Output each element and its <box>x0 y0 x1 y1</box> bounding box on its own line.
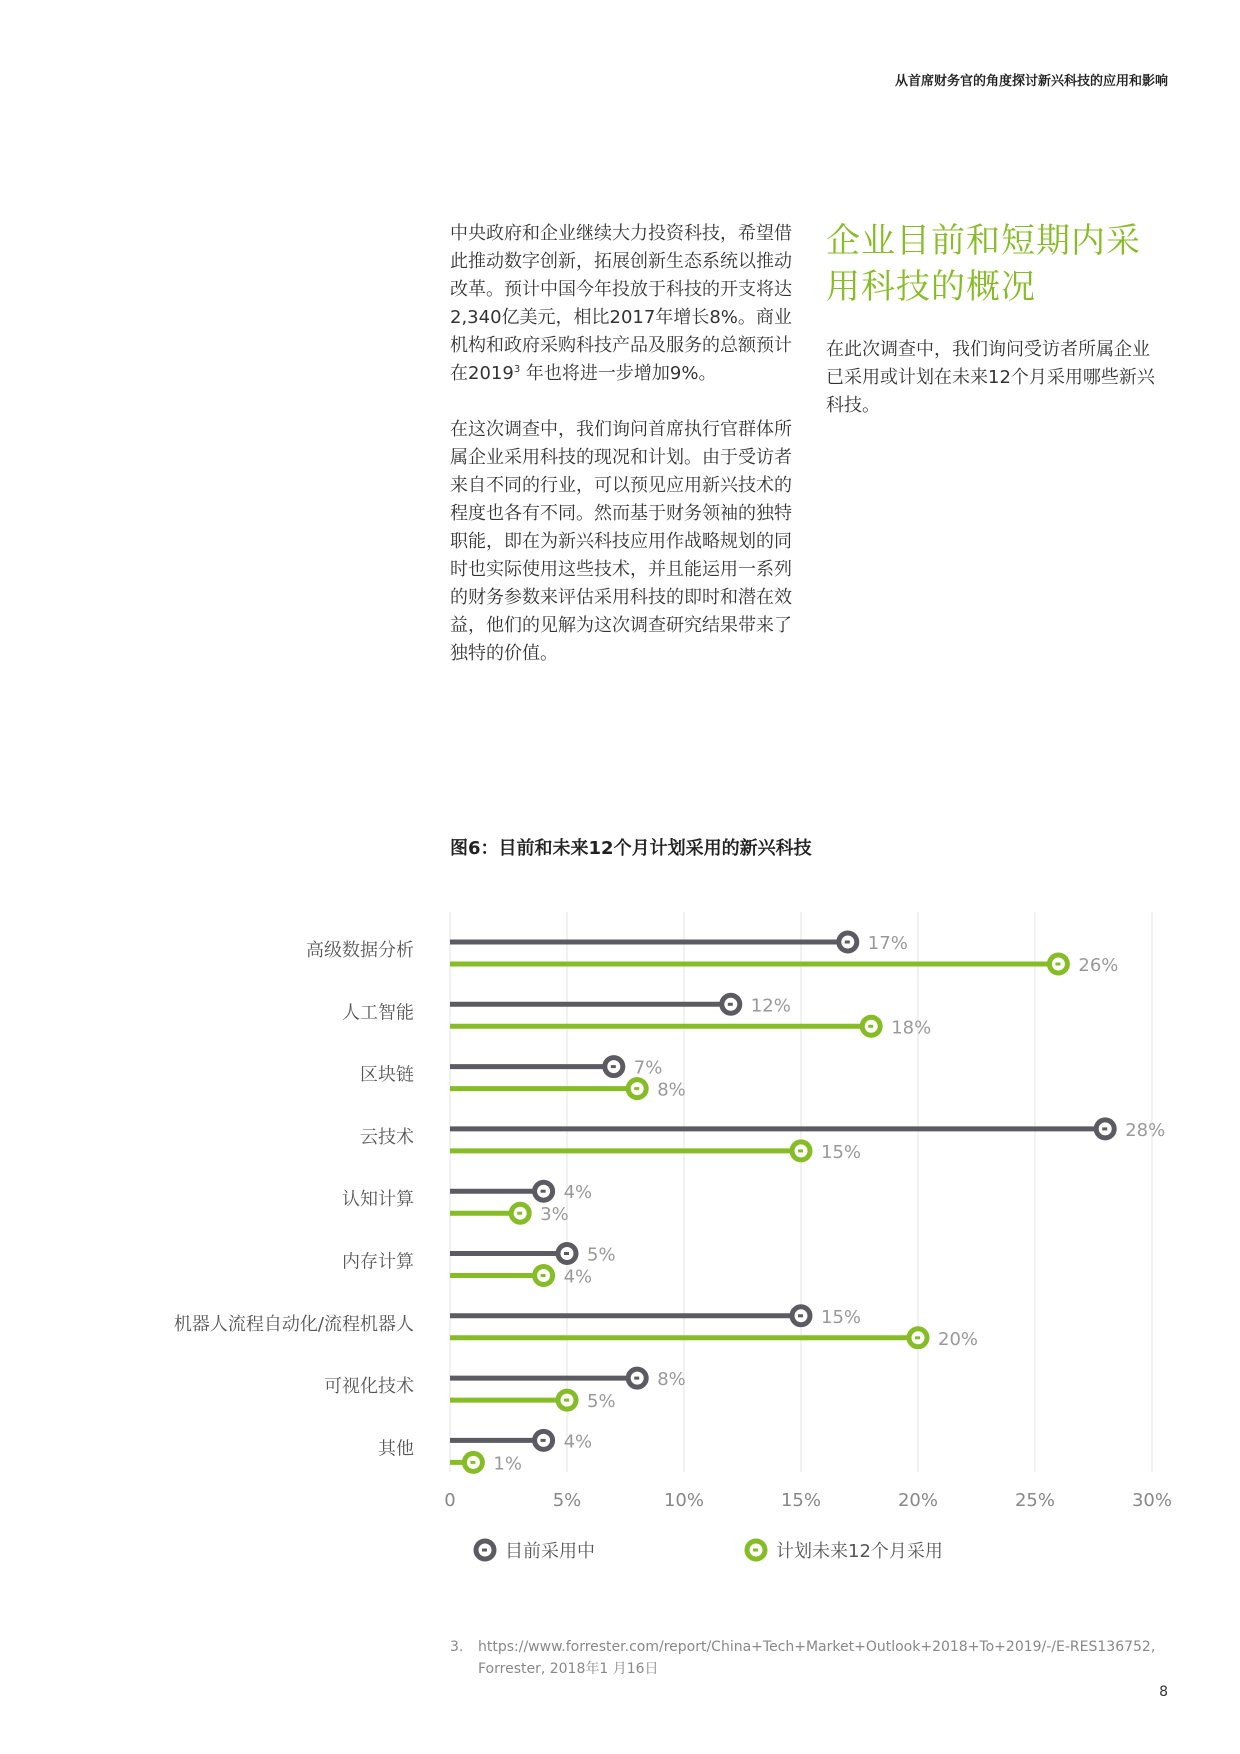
footnote-line-2: Forrester, 2018年1 月16日 <box>478 1661 659 1677</box>
current-bar-marker <box>535 1431 553 1449</box>
category-label: 内存计算 <box>342 1251 414 1273</box>
category-label: 区块链 <box>360 1064 414 1086</box>
data-label: 4% <box>563 1182 593 1204</box>
chart-gridlines <box>450 912 1152 1475</box>
planned-bar-marker <box>464 1453 482 1471</box>
legend-current-icon <box>476 1541 494 1559</box>
data-label: 1% <box>493 1453 522 1475</box>
legend-planned-label: 计划未来12个月采用 <box>776 1541 943 1562</box>
data-label: 5% <box>587 1244 616 1266</box>
planned-bar-marker <box>511 1204 529 1222</box>
data-label: 28% <box>1125 1119 1166 1141</box>
data-label: 4% <box>563 1431 593 1453</box>
body-paragraph-1-text: 中央政府和企业继续大力投资科技，希望借此推动数字创新，拓展创新生态系统以推动改革。预计中国今年投放于科技的开支将达2,340亿美元，相比2017年增长8%。商业机构和政府采购科技产品及服务的总额预计在2019 <box>450 223 792 384</box>
data-label: 12% <box>750 995 791 1017</box>
running-header: 从首席财务官的角度探讨新兴科技的应用和影响 <box>894 74 1168 89</box>
footnote-line-1 <box>450 1636 1170 1658</box>
planned-bar-marker <box>535 1267 553 1285</box>
planned-bar-marker <box>792 1142 810 1160</box>
x-tick-label: 20% <box>897 1490 939 1511</box>
legend-planned-icon <box>747 1541 765 1559</box>
body-paragraph-1 <box>450 220 795 388</box>
data-label: 8% <box>657 1079 686 1101</box>
planned-bar-marker <box>1049 955 1067 973</box>
current-bar-marker <box>839 933 857 951</box>
x-tick-label: 30% <box>1131 1490 1173 1511</box>
section-column <box>826 218 1166 420</box>
current-bar-marker <box>1096 1120 1114 1138</box>
chart-labels <box>174 933 1172 1511</box>
footnote-url[interactable]: https://www.forrester.com/report/China+Tech+Market+Outlook+2018+To+2019/-/E-RES136752, <box>478 1639 1156 1655</box>
legend-current-label: 目前采用中 <box>505 1541 595 1562</box>
data-label: 7% <box>633 1057 663 1079</box>
planned-bar-marker <box>558 1391 576 1409</box>
data-label: 5% <box>587 1391 616 1413</box>
data-label: 17% <box>867 933 908 954</box>
data-label: 8% <box>657 1369 686 1391</box>
data-label: 18% <box>891 1017 932 1039</box>
data-label: 15% <box>821 1141 862 1163</box>
category-label: 云技术 <box>360 1126 414 1148</box>
body-paragraph-2: 在这次调查中，我们询问首席执行官群体所属企业采用科技的现况和计划。由于受访者来自不同的行业，可以预见应用新兴技术的程度也各有不同。然而基于财务领袖的独特职能，即在为新兴科技应用作战略规划的同时也实际使用这些技术，并且能运用一系列的财务参数来评估采用科技的即时和潜在效益，他们的见解为这次调查研究结果带来了独特的价值。 <box>450 419 792 664</box>
category-label: 机器人流程自动化/流程机器人 <box>173 1313 414 1335</box>
x-tick-label: 5% <box>552 1490 582 1511</box>
adoption-chart <box>0 900 1240 1580</box>
chart-legend <box>476 1541 943 1562</box>
current-bar-marker <box>558 1245 576 1263</box>
data-label: 15% <box>821 1306 862 1328</box>
current-bar-marker <box>722 995 740 1013</box>
x-tick-label: 10% <box>663 1490 705 1511</box>
data-label: 26% <box>1078 955 1119 976</box>
page-number: 8 <box>1159 1684 1168 1700</box>
current-bar-marker <box>792 1307 810 1325</box>
category-label: 高级数据分析 <box>306 940 414 961</box>
figure-title: 图6：目前和未来12个月计划采用的新兴科技 <box>450 838 812 859</box>
planned-bar-marker <box>862 1017 880 1035</box>
footnote <box>450 1636 1170 1680</box>
planned-bar-marker <box>628 1080 646 1098</box>
category-label: 可视化技术 <box>324 1376 414 1398</box>
category-label: 其他 <box>378 1438 414 1460</box>
planned-bar-marker <box>909 1329 927 1347</box>
footnote-number: 3. <box>450 1639 464 1655</box>
body-paragraph-1-tail: 年也将进一步增加9%。 <box>520 363 717 384</box>
current-bar-marker <box>535 1182 553 1200</box>
data-label: 3% <box>540 1204 569 1226</box>
current-bar-marker <box>628 1369 646 1387</box>
x-tick-label: 25% <box>1014 1490 1056 1511</box>
current-bar-marker <box>605 1058 623 1076</box>
x-tick-label: 15% <box>780 1490 822 1511</box>
data-label: 4% <box>563 1266 593 1288</box>
section-intro: 在此次调查中，我们询问受访者所属企业已采用或计划在未来12个月采用哪些新兴科技。 <box>826 339 1155 416</box>
category-label: 认知计算 <box>342 1189 414 1211</box>
data-label: 20% <box>938 1328 979 1350</box>
body-text-column <box>450 220 795 696</box>
footnote-ref[interactable]: 3 <box>513 364 521 375</box>
x-tick-label: 0 <box>444 1490 456 1511</box>
section-title: 企业目前和短期内采用科技的概况 <box>826 221 1141 307</box>
category-label: 人工智能 <box>342 1002 414 1024</box>
